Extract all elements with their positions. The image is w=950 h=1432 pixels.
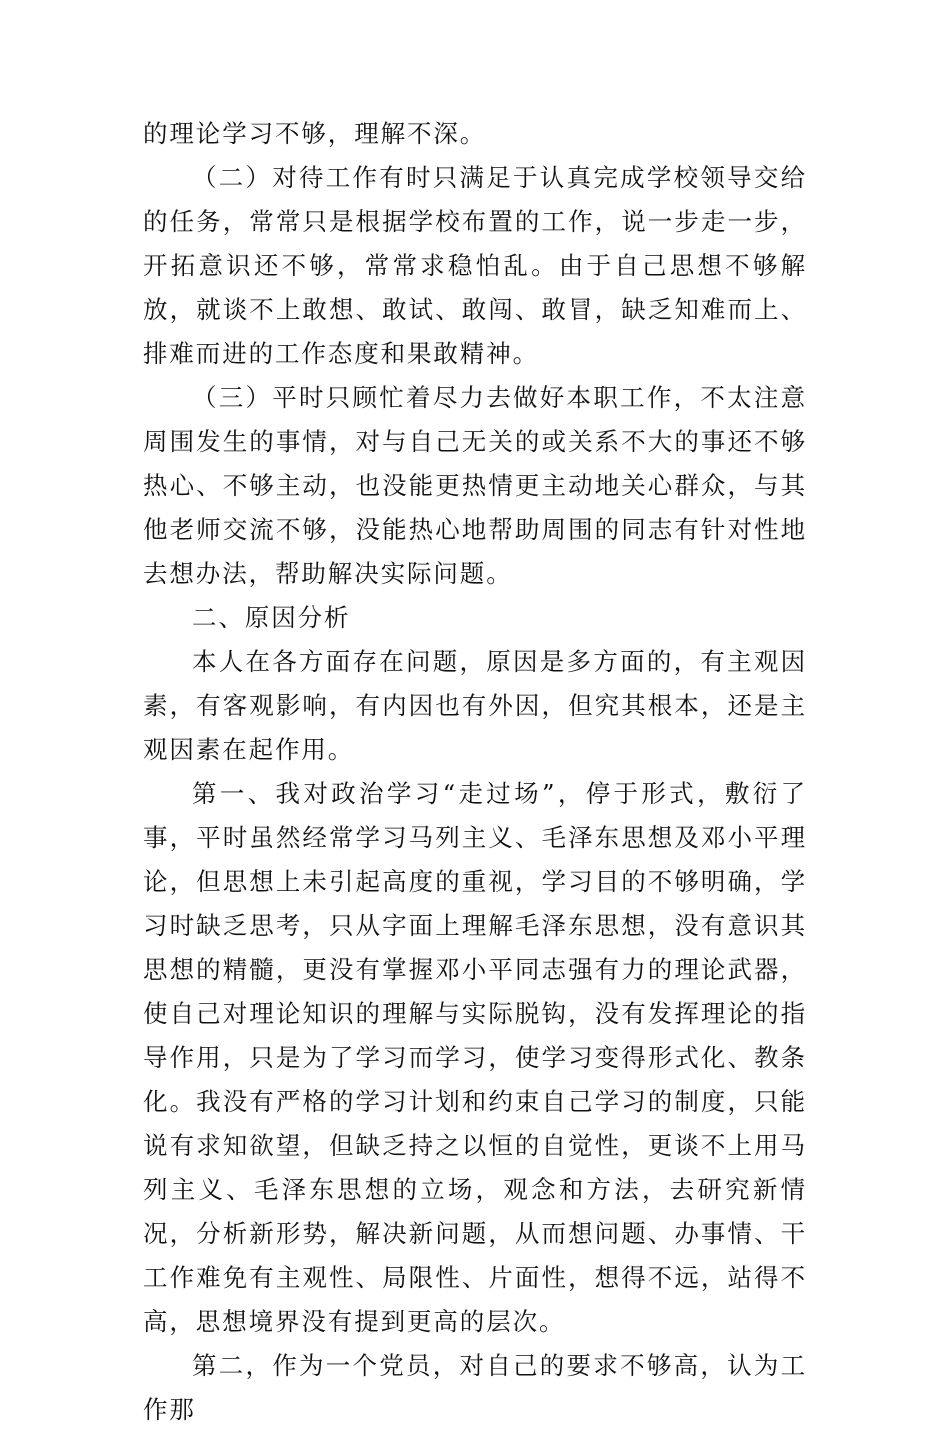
paragraph-first-reason: 第一、我对政治学习“走过场”，停于形式，敷衍了事，平时虽然经常学习马列主义、毛泽东思想及邓小平理论，但思想上未引起高度的重视，学习目的不够明确，学习时缺乏思考，只从字面上理解毛泽东思想，没有意识其思想的精髓，更没有掌握邓小平同志强有力的理论武器，使自己对理论知识的理解与实际脱钩，没有发挥理论的指导作用，只是为了学习而学习，使学习变得形式化、教条化。我没有严格的学习计划和约束自己学习的制度，只能说有求知欲望，但缺乏持之以恒的自觉性，更谈不上用马列主义、毛泽东思想的立场，观念和方法，去研究新情况，分析新形势，解决新问题，从而想问题、办事情、干工作难免有主观性、局限性、片面性，想得不远，站得不高，思想境界没有提到更高的层次。 [143, 779, 807, 1336]
paragraph-cause-intro: 本人在各方面存在问题，原因是多方面的，有主观因素，有客观影响，有内因也有外因，但究其根本，还是主观因素在起作用。 [143, 647, 807, 764]
document-body [143, 112, 807, 1432]
paragraph-item-three: （三）平时只顾忙着尽力去做好本职工作，不太注意周围发生的事情，对与自己无关的或关系不大的事还不够热心、不够主动，也没能更热情更主动地关心群众，与其他老师交流不够，没能热心地帮助周围的同志有针对性地去想办法，帮助解决实际问题。 [143, 383, 807, 588]
paragraph-continuation: 的理论学习不够，理解不深。 [143, 119, 487, 148]
section-heading-cause-analysis: 二、原因分析 [192, 603, 351, 632]
paragraph-second-reason: 第二，作为一个党员，对自己的要求不够高，认为工作那 [143, 1351, 807, 1424]
paragraph-item-two: （二）对待工作有时只满足于认真完成学校领导交给的任务，常常只是根据学校布置的工作，说一步走一步，开拓意识还不够，常常求稳怕乱。由于自己思想不够解放，就谈不上敢想、敢试、敢闯、敢冒，缺乏知难而上、排难而进的工作态度和果敢精神。 [143, 163, 807, 368]
